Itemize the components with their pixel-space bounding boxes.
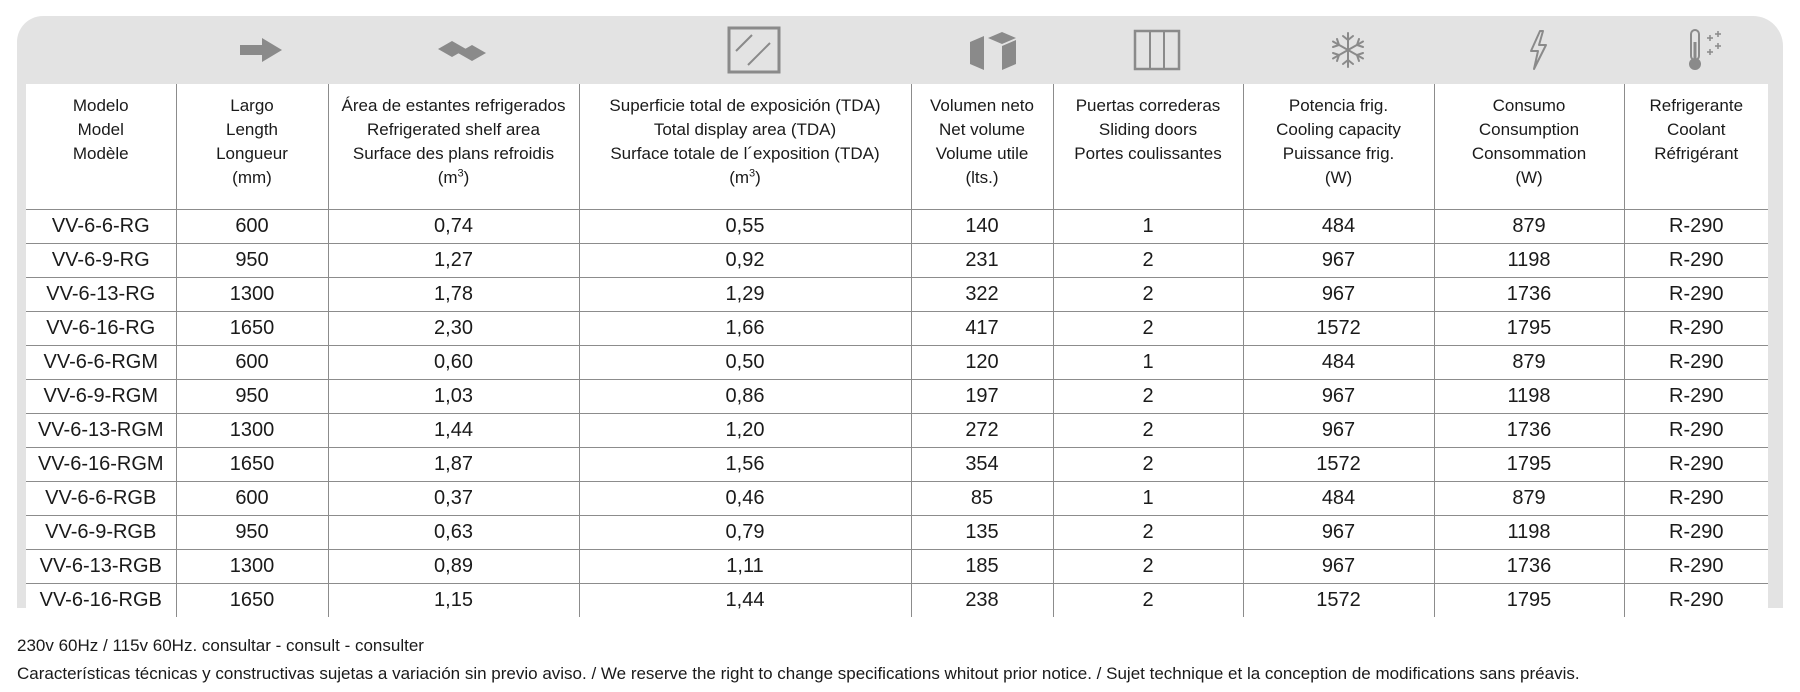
cell-volume: 135 xyxy=(911,516,1053,550)
column-header-refrigerant xyxy=(1624,84,1768,210)
unit-superscript: 3 xyxy=(457,167,464,180)
table-row xyxy=(26,414,1768,448)
cell-refrigerant: R-290 xyxy=(1624,244,1768,278)
header-line: Cooling capacity xyxy=(1276,120,1401,139)
header-line: Total display area (TDA) xyxy=(653,120,837,139)
header-line: Longueur xyxy=(216,144,288,163)
cell-display-area: 0,79 xyxy=(579,516,911,550)
cell-volume: 272 xyxy=(911,414,1053,448)
unit-prefix: (m xyxy=(437,168,458,187)
header-line: Puertas correderas xyxy=(1075,96,1221,115)
cell-consumption: 879 xyxy=(1434,346,1624,380)
cell-length: 600 xyxy=(176,346,328,380)
cell-display-area: 1,66 xyxy=(579,312,911,346)
cell-doors: 2 xyxy=(1053,244,1243,278)
cell-model: VV-6-16-RGB xyxy=(26,584,176,618)
cell-consumption: 1736 xyxy=(1434,414,1624,448)
cell-refrigerant: R-290 xyxy=(1624,414,1768,448)
header-line: Superficie total de exposición (TDA) xyxy=(609,96,881,115)
cell-length: 950 xyxy=(176,244,328,278)
cell-shelf-area: 0,89 xyxy=(328,550,579,584)
cell-cooling: 1572 xyxy=(1243,584,1434,618)
cell-doors: 2 xyxy=(1053,312,1243,346)
cell-doors: 2 xyxy=(1053,584,1243,618)
cell-refrigerant: R-290 xyxy=(1624,584,1768,618)
unit-suffix: ) xyxy=(755,168,761,187)
table-row xyxy=(26,210,1768,244)
cell-refrigerant: R-290 xyxy=(1624,550,1768,584)
cube-volume-icon xyxy=(920,16,1062,84)
table-row xyxy=(26,380,1768,414)
cell-consumption: 1198 xyxy=(1434,380,1624,414)
cell-volume: 238 xyxy=(911,584,1053,618)
cell-cooling: 967 xyxy=(1243,550,1434,584)
cell-doors: 2 xyxy=(1053,516,1243,550)
header-line: Net volume xyxy=(939,120,1025,139)
cell-volume: 231 xyxy=(911,244,1053,278)
cell-length: 950 xyxy=(176,380,328,414)
header-line: Modelo xyxy=(72,96,129,115)
header-line: Volumen neto xyxy=(930,96,1034,115)
header-line: Refrigerante xyxy=(1649,96,1744,115)
cell-length: 1650 xyxy=(176,312,328,346)
cell-cooling: 967 xyxy=(1243,516,1434,550)
shelves-icon xyxy=(337,16,588,84)
cell-cooling: 967 xyxy=(1243,278,1434,312)
header-line: Consumo xyxy=(1492,96,1566,115)
column-header-consumption xyxy=(1434,84,1624,210)
header-line: Model xyxy=(77,120,124,139)
cell-cooling: 1572 xyxy=(1243,448,1434,482)
cell-consumption: 1795 xyxy=(1434,448,1624,482)
cell-consumption: 879 xyxy=(1434,210,1624,244)
disclaimer-footnote: Características técnicas y constructivas sujetas a variación sin previo aviso. / We reserve the right to change specifications whitout prior notice. / Sujet technique et la conception de modifications sans préavis. xyxy=(17,664,1580,683)
column-header-length xyxy=(176,84,328,210)
column-header-display-area xyxy=(579,84,911,210)
snowflake-icon xyxy=(1252,16,1443,84)
icon-header-band xyxy=(17,16,1783,84)
cell-volume: 85 xyxy=(911,482,1053,516)
header-line: Consommation xyxy=(1471,144,1587,163)
cell-shelf-area: 1,78 xyxy=(328,278,579,312)
cell-model: VV-6-16-RG xyxy=(26,312,176,346)
cell-refrigerant: R-290 xyxy=(1624,278,1768,312)
cell-model: VV-6-9-RG xyxy=(26,244,176,278)
cell-volume: 185 xyxy=(911,550,1053,584)
cell-consumption: 1795 xyxy=(1434,312,1624,346)
header-line: Volume utile xyxy=(935,144,1029,163)
cell-consumption: 1736 xyxy=(1434,278,1624,312)
cell-model: VV-6-6-RGM xyxy=(26,346,176,380)
column-header-model xyxy=(26,84,176,210)
header-line: Área de estantes refrigerados xyxy=(341,96,566,115)
column-header-cooling xyxy=(1243,84,1434,210)
specifications-table xyxy=(26,84,1768,617)
header-line: (W) xyxy=(1515,168,1543,187)
cell-cooling: 967 xyxy=(1243,380,1434,414)
cell-shelf-area: 0,37 xyxy=(328,482,579,516)
power-footnote: 230v 60Hz / 115v 60Hz. consultar - consult - consulter xyxy=(17,636,424,655)
unit-suffix: ) xyxy=(463,168,470,187)
table-row xyxy=(26,550,1768,584)
cell-consumption: 1736 xyxy=(1434,550,1624,584)
cell-shelf-area: 0,60 xyxy=(328,346,579,380)
header-line: (lts.) xyxy=(965,168,999,187)
column-header-shelf-area xyxy=(328,84,579,210)
cell-doors: 1 xyxy=(1053,346,1243,380)
cell-doors: 2 xyxy=(1053,380,1243,414)
table-row xyxy=(26,346,1768,380)
cell-cooling: 484 xyxy=(1243,346,1434,380)
table-body xyxy=(26,210,1768,618)
glass-display-icon xyxy=(588,16,920,84)
header-line: Portes coulissantes xyxy=(1074,144,1222,163)
cell-doors: 2 xyxy=(1053,414,1243,448)
cell-model: VV-6-6-RG xyxy=(26,210,176,244)
table-row xyxy=(26,312,1768,346)
cell-length: 600 xyxy=(176,210,328,244)
cell-consumption: 1795 xyxy=(1434,584,1624,618)
cell-consumption: 1198 xyxy=(1434,516,1624,550)
cell-doors: 2 xyxy=(1053,278,1243,312)
arrow-right-icon xyxy=(185,16,337,84)
cell-refrigerant: R-290 xyxy=(1624,516,1768,550)
header-line: Potencia frig. xyxy=(1288,96,1389,115)
cell-model: VV-6-9-RGB xyxy=(26,516,176,550)
cell-length: 1650 xyxy=(176,448,328,482)
cell-volume: 120 xyxy=(911,346,1053,380)
cell-shelf-area: 1,44 xyxy=(328,414,579,448)
cell-refrigerant: R-290 xyxy=(1624,448,1768,482)
cell-refrigerant: R-290 xyxy=(1624,312,1768,346)
header-line: Sliding doors xyxy=(1098,120,1198,139)
cell-volume: 197 xyxy=(911,380,1053,414)
cell-cooling: 484 xyxy=(1243,482,1434,516)
cell-model: VV-6-13-RGB xyxy=(26,550,176,584)
cell-display-area: 0,92 xyxy=(579,244,911,278)
cell-length: 600 xyxy=(176,482,328,516)
header-line: Puissance frig. xyxy=(1282,144,1395,163)
spec-table-panel xyxy=(17,16,1783,611)
cell-display-area: 0,86 xyxy=(579,380,911,414)
cell-volume: 322 xyxy=(911,278,1053,312)
cell-length: 950 xyxy=(176,516,328,550)
cell-cooling: 1572 xyxy=(1243,312,1434,346)
table-row xyxy=(26,516,1768,550)
cell-length: 1300 xyxy=(176,278,328,312)
cell-display-area: 0,50 xyxy=(579,346,911,380)
cell-display-area: 1,56 xyxy=(579,448,911,482)
cell-shelf-area: 1,27 xyxy=(328,244,579,278)
header-line: Consumption xyxy=(1478,120,1580,139)
cell-display-area: 1,20 xyxy=(579,414,911,448)
table-row xyxy=(26,584,1768,618)
header-line: Modèle xyxy=(72,144,129,163)
cell-refrigerant: R-290 xyxy=(1624,210,1768,244)
thermometer-icon xyxy=(1633,16,1775,84)
cell-volume: 417 xyxy=(911,312,1053,346)
table-row xyxy=(26,244,1768,278)
cell-refrigerant: R-290 xyxy=(1624,380,1768,414)
header-line: Coolant xyxy=(1666,120,1726,139)
header-row xyxy=(26,84,1768,210)
cell-doors: 1 xyxy=(1053,210,1243,244)
cell-shelf-area: 0,74 xyxy=(328,210,579,244)
cell-display-area: 1,11 xyxy=(579,550,911,584)
cell-consumption: 1198 xyxy=(1434,244,1624,278)
cell-display-area: 1,44 xyxy=(579,584,911,618)
column-header-doors xyxy=(1053,84,1243,210)
cell-shelf-area: 1,15 xyxy=(328,584,579,618)
header-unit xyxy=(580,166,911,190)
cell-length: 1300 xyxy=(176,414,328,448)
cell-display-area: 0,55 xyxy=(579,210,911,244)
cell-model: VV-6-6-RGB xyxy=(26,482,176,516)
cell-display-area: 0,46 xyxy=(579,482,911,516)
cell-model: VV-6-16-RGM xyxy=(26,448,176,482)
unit-prefix: (m xyxy=(729,168,750,187)
header-line: Réfrigérant xyxy=(1654,144,1739,163)
cell-cooling: 484 xyxy=(1243,210,1434,244)
header-unit xyxy=(329,166,579,190)
header-line: Surface des plans refroidis xyxy=(352,144,555,163)
header-line: Surface totale de l´exposition (TDA) xyxy=(610,144,880,163)
lightning-icon xyxy=(1443,16,1633,84)
header-line: (W) xyxy=(1324,168,1353,187)
cell-refrigerant: R-290 xyxy=(1624,346,1768,380)
header-line: Length xyxy=(226,120,278,139)
header-line: (mm) xyxy=(232,168,272,187)
cell-doors: 2 xyxy=(1053,448,1243,482)
cell-refrigerant: R-290 xyxy=(1624,482,1768,516)
cell-shelf-area: 2,30 xyxy=(328,312,579,346)
column-header-volume xyxy=(911,84,1053,210)
cell-volume: 140 xyxy=(911,210,1053,244)
table-row xyxy=(26,448,1768,482)
cell-display-area: 1,29 xyxy=(579,278,911,312)
cell-model: VV-6-9-RGM xyxy=(26,380,176,414)
cell-cooling: 967 xyxy=(1243,244,1434,278)
cell-shelf-area: 1,03 xyxy=(328,380,579,414)
cell-doors: 1 xyxy=(1053,482,1243,516)
sliding-doors-icon xyxy=(1062,16,1252,84)
cell-model: VV-6-13-RGM xyxy=(26,414,176,448)
cell-doors: 2 xyxy=(1053,550,1243,584)
cell-length: 1300 xyxy=(176,550,328,584)
cell-model: VV-6-13-RG xyxy=(26,278,176,312)
table-row xyxy=(26,278,1768,312)
header-line: Largo xyxy=(230,96,274,115)
cell-consumption: 879 xyxy=(1434,482,1624,516)
unit-superscript: 3 xyxy=(749,167,756,180)
cell-shelf-area: 1,87 xyxy=(328,448,579,482)
cell-volume: 354 xyxy=(911,448,1053,482)
cell-cooling: 967 xyxy=(1243,414,1434,448)
header-line: Refrigerated shelf area xyxy=(367,120,540,139)
table-row xyxy=(26,482,1768,516)
cell-shelf-area: 0,63 xyxy=(328,516,579,550)
cell-length: 1650 xyxy=(176,584,328,618)
